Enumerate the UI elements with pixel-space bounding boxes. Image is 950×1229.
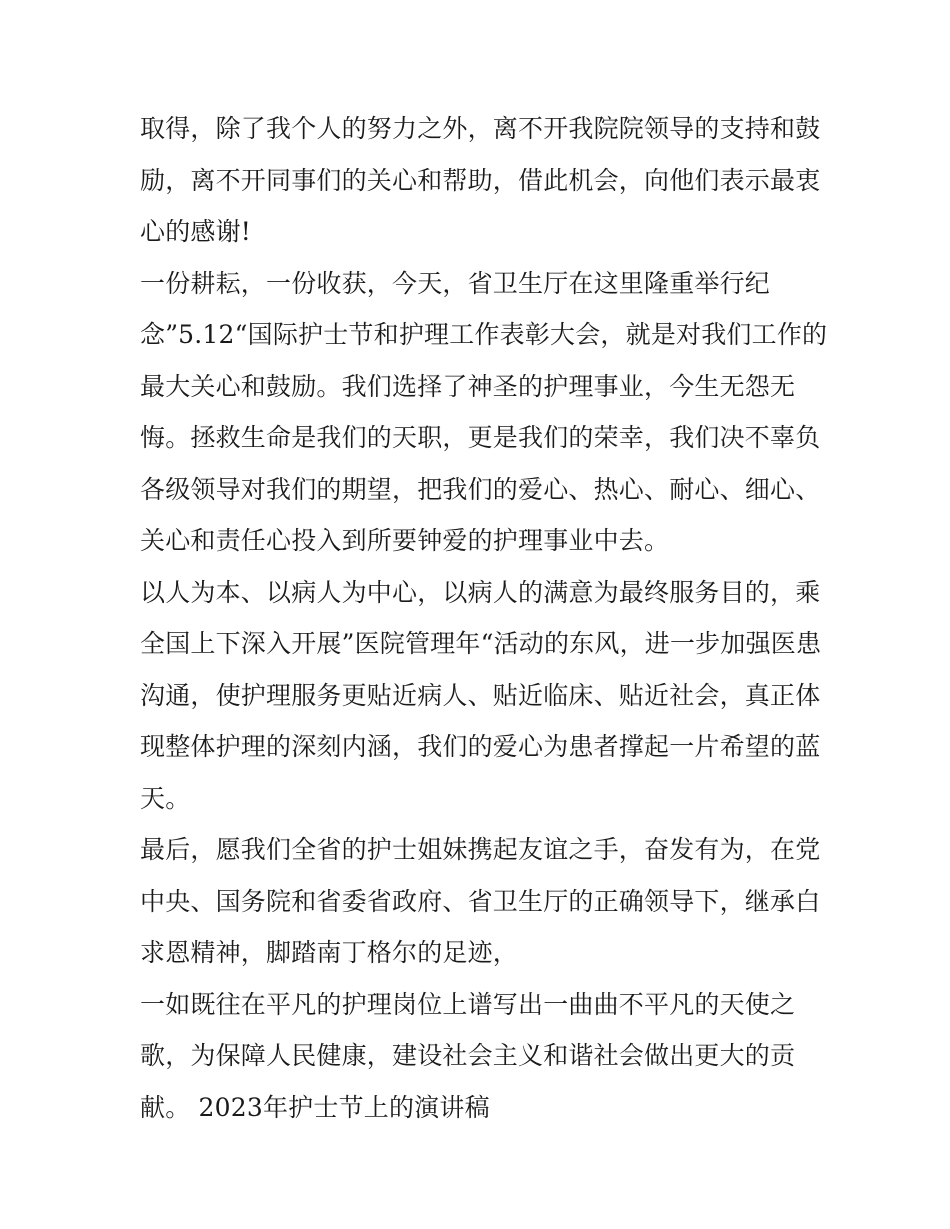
text-line: 现整体护理的深刻内涵，我们的爱心为患者撑起一片希望的蓝 bbox=[140, 732, 821, 761]
text-line: 天。 bbox=[140, 783, 191, 813]
text-line: 心的感谢! bbox=[140, 217, 252, 246]
text-line: 最后，愿我们全省的护士姐妹携起友谊之手，奋发有为，在党 bbox=[140, 835, 821, 864]
text-line: 励，离不开同事们的关心和帮助，借此机会，向他们表示最衷 bbox=[140, 165, 821, 195]
text-line: 悔。拯救生命是我们的天职，更是我们的荣幸，我们决不辜负 bbox=[140, 423, 821, 452]
text-line: 一如既往在平凡的护理岗位上谱写出一曲曲不平凡的天使之 bbox=[140, 989, 796, 1019]
text-line: 取得，除了我个人的努力之外，离不开我院院领导的支持和鼓 bbox=[140, 114, 821, 143]
text-line: 各级领导对我们的期望，把我们的爱心、热心、耐心、细心、 bbox=[140, 474, 821, 504]
text-line: 全国上下深入开展”医院管理年“活动的东风，进一步加强医患 bbox=[140, 629, 822, 658]
text-line: 歌，为保障人民健康，建设社会主义和谐社会做出更大的贡 bbox=[140, 1041, 796, 1070]
text-line: 念”5.12“国际护士节和护理工作表彰大会，就是对我们工作的 bbox=[140, 320, 828, 349]
text-line: 以人为本、以病人为中心，以病人的满意为最终服务目的，乘 bbox=[140, 577, 821, 607]
text-line: 关心和责任心投入到所要钟爱的护理事业中去。 bbox=[140, 526, 670, 555]
text-line: 最大关心和鼓励。我们选择了神圣的护理事业，今生无怨无 bbox=[140, 371, 796, 401]
text-line: 献。 2023年护士节上的演讲稿 bbox=[140, 1092, 490, 1122]
speech-body bbox=[140, 103, 830, 1133]
text-line: 一份耕耘，一份收获，今天，省卫生厅在这里隆重举行纪 bbox=[140, 268, 771, 298]
text-line: 中央、国务院和省委省政府、省卫生厅的正确领导下，继承白 bbox=[140, 886, 821, 916]
text-line: 求恩精神，脚踏南丁格尔的足迹， bbox=[140, 938, 519, 967]
text-line: 沟通，使护理服务更贴近病人、贴近临床、贴近社会，真正体 bbox=[140, 680, 821, 710]
